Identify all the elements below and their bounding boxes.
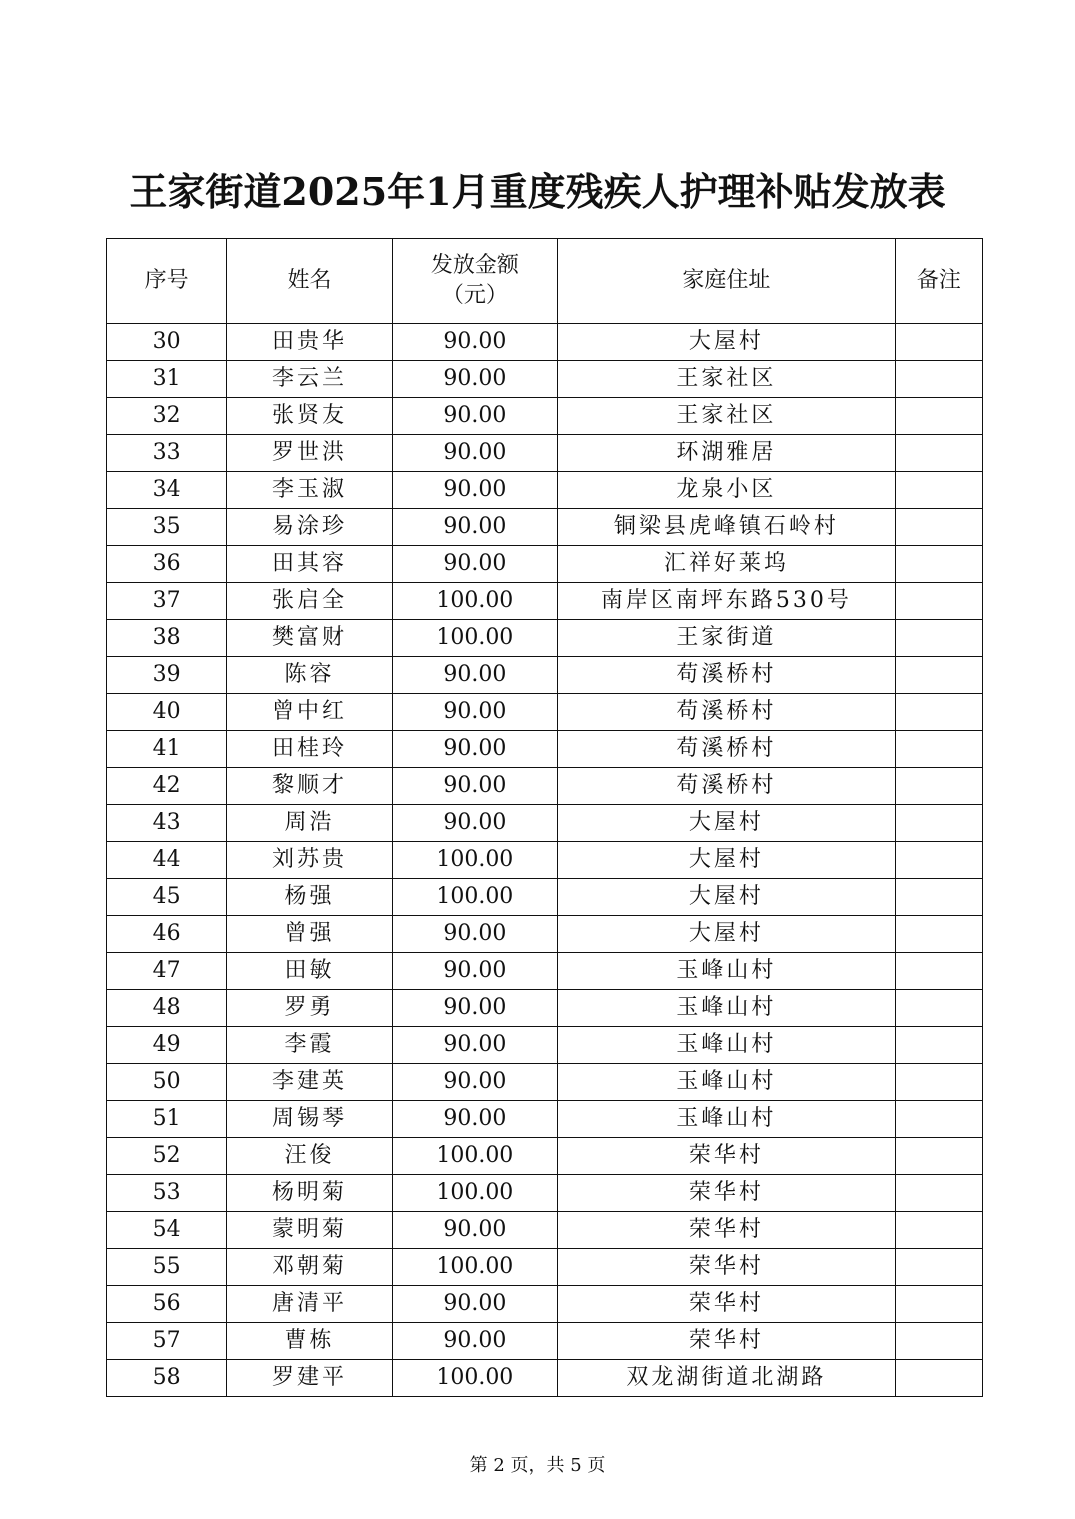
cell-address: 南岸区南坪东路530号	[558, 583, 896, 620]
cell-serial-number: 46	[107, 916, 227, 953]
cell-name: 田敏	[227, 953, 392, 990]
cell-note	[895, 953, 982, 990]
cell-serial-number: 35	[107, 509, 227, 546]
cell-serial-number: 42	[107, 768, 227, 805]
cell-note	[895, 1212, 982, 1249]
cell-serial-number: 32	[107, 398, 227, 435]
cell-address: 苟溪桥村	[558, 731, 896, 768]
cell-name: 曾中红	[227, 694, 392, 731]
header-amount	[392, 239, 557, 324]
cell-serial-number: 58	[107, 1360, 227, 1397]
table-row	[107, 694, 983, 731]
cell-name: 李云兰	[227, 361, 392, 398]
cell-serial-number: 44	[107, 842, 227, 879]
cell-name: 罗勇	[227, 990, 392, 1027]
cell-serial-number: 54	[107, 1212, 227, 1249]
cell-amount: 90.00	[392, 768, 557, 805]
cell-address: 荣华村	[558, 1286, 896, 1323]
cell-note	[895, 842, 982, 879]
cell-amount: 90.00	[392, 1101, 557, 1138]
cell-name: 罗建平	[227, 1360, 392, 1397]
page-footer: 第 2 页，共 5 页	[469, 1455, 606, 1476]
cell-amount: 100.00	[392, 842, 557, 879]
cell-amount: 100.00	[392, 1360, 557, 1397]
cell-address: 苟溪桥村	[558, 694, 896, 731]
cell-name: 周浩	[227, 805, 392, 842]
cell-address: 玉峰山村	[558, 1064, 896, 1101]
cell-address: 大屋村	[558, 805, 896, 842]
table-row	[107, 1286, 983, 1323]
cell-amount: 90.00	[392, 435, 557, 472]
cell-amount: 100.00	[392, 620, 557, 657]
header-serial-number: 序号	[107, 239, 227, 324]
cell-address: 荣华村	[558, 1323, 896, 1360]
cell-name: 刘苏贵	[227, 842, 392, 879]
cell-amount: 100.00	[392, 1138, 557, 1175]
cell-serial-number: 41	[107, 731, 227, 768]
cell-name: 易涂珍	[227, 509, 392, 546]
cell-address: 荣华村	[558, 1175, 896, 1212]
cell-address: 荣华村	[558, 1212, 896, 1249]
cell-note	[895, 1101, 982, 1138]
cell-address: 荣华村	[558, 1138, 896, 1175]
table-row	[107, 583, 983, 620]
table-row	[107, 361, 983, 398]
cell-note	[895, 916, 982, 953]
cell-address: 苟溪桥村	[558, 657, 896, 694]
cell-name: 田桂玲	[227, 731, 392, 768]
cell-note	[895, 1138, 982, 1175]
table-row	[107, 768, 983, 805]
cell-amount: 90.00	[392, 805, 557, 842]
cell-name: 李建英	[227, 1064, 392, 1101]
cell-address: 大屋村	[558, 916, 896, 953]
table-row	[107, 731, 983, 768]
cell-name: 杨强	[227, 879, 392, 916]
cell-name: 田贵华	[227, 324, 392, 361]
cell-address: 玉峰山村	[558, 990, 896, 1027]
cell-note	[895, 435, 982, 472]
document-title: 王家街道2025年1月重度残疾人护理补贴发放表	[129, 169, 946, 214]
cell-note	[895, 324, 982, 361]
table-row	[107, 509, 983, 546]
table-row	[107, 1101, 983, 1138]
cell-address: 荣华村	[558, 1249, 896, 1286]
cell-amount: 90.00	[392, 1064, 557, 1101]
cell-amount: 90.00	[392, 398, 557, 435]
cell-name: 张启全	[227, 583, 392, 620]
cell-amount: 90.00	[392, 694, 557, 731]
table-row	[107, 1175, 983, 1212]
table-row	[107, 842, 983, 879]
table-row	[107, 435, 983, 472]
cell-note	[895, 694, 982, 731]
cell-serial-number: 48	[107, 990, 227, 1027]
table-row	[107, 546, 983, 583]
cell-name: 曾强	[227, 916, 392, 953]
cell-name: 杨明菊	[227, 1175, 392, 1212]
cell-serial-number: 33	[107, 435, 227, 472]
cell-serial-number: 47	[107, 953, 227, 990]
cell-name: 樊富财	[227, 620, 392, 657]
cell-serial-number: 34	[107, 472, 227, 509]
cell-note	[895, 361, 982, 398]
cell-amount: 90.00	[392, 472, 557, 509]
cell-address: 汇祥好莱坞	[558, 546, 896, 583]
cell-amount: 90.00	[392, 1323, 557, 1360]
cell-serial-number: 53	[107, 1175, 227, 1212]
cell-amount: 100.00	[392, 1175, 557, 1212]
cell-name: 周锡琴	[227, 1101, 392, 1138]
cell-amount: 90.00	[392, 731, 557, 768]
table-row	[107, 1138, 983, 1175]
subsidy-table	[106, 238, 983, 1397]
header-note: 备注	[895, 239, 982, 324]
table-row	[107, 916, 983, 953]
cell-address: 龙泉小区	[558, 472, 896, 509]
cell-name: 田其容	[227, 546, 392, 583]
cell-serial-number: 56	[107, 1286, 227, 1323]
cell-name: 陈容	[227, 657, 392, 694]
cell-serial-number: 52	[107, 1138, 227, 1175]
cell-note	[895, 1360, 982, 1397]
table-row	[107, 953, 983, 990]
cell-serial-number: 40	[107, 694, 227, 731]
table-row	[107, 805, 983, 842]
table-row	[107, 472, 983, 509]
cell-amount: 90.00	[392, 1212, 557, 1249]
cell-serial-number: 50	[107, 1064, 227, 1101]
cell-address: 玉峰山村	[558, 1101, 896, 1138]
cell-note	[895, 546, 982, 583]
cell-note	[895, 990, 982, 1027]
table-row	[107, 879, 983, 916]
cell-amount: 90.00	[392, 916, 557, 953]
table-row	[107, 1249, 983, 1286]
cell-name: 李玉淑	[227, 472, 392, 509]
table-row	[107, 398, 983, 435]
cell-serial-number: 36	[107, 546, 227, 583]
cell-note	[895, 472, 982, 509]
cell-name: 邓朝菊	[227, 1249, 392, 1286]
table-row	[107, 990, 983, 1027]
cell-address: 王家社区	[558, 398, 896, 435]
cell-address: 铜梁县虎峰镇石岭村	[558, 509, 896, 546]
cell-address: 玉峰山村	[558, 953, 896, 990]
cell-name: 李霞	[227, 1027, 392, 1064]
cell-amount: 90.00	[392, 1027, 557, 1064]
cell-amount: 100.00	[392, 1249, 557, 1286]
cell-amount: 100.00	[392, 583, 557, 620]
cell-address: 大屋村	[558, 842, 896, 879]
cell-address: 大屋村	[558, 879, 896, 916]
cell-note	[895, 509, 982, 546]
cell-note	[895, 768, 982, 805]
header-name: 姓名	[227, 239, 392, 324]
cell-amount: 90.00	[392, 990, 557, 1027]
cell-amount: 90.00	[392, 657, 557, 694]
table-row	[107, 1212, 983, 1249]
cell-address: 环湖雅居	[558, 435, 896, 472]
cell-note	[895, 879, 982, 916]
cell-address: 大屋村	[558, 324, 896, 361]
cell-serial-number: 57	[107, 1323, 227, 1360]
cell-name: 曹栋	[227, 1323, 392, 1360]
cell-serial-number: 37	[107, 583, 227, 620]
cell-note	[895, 1064, 982, 1101]
cell-address: 王家社区	[558, 361, 896, 398]
table-row	[107, 1064, 983, 1101]
cell-amount: 90.00	[392, 1286, 557, 1323]
table-row	[107, 324, 983, 361]
cell-name: 蒙明菊	[227, 1212, 392, 1249]
cell-note	[895, 1249, 982, 1286]
cell-serial-number: 51	[107, 1101, 227, 1138]
table-header-row	[107, 239, 983, 324]
header-amount-line1: 发放金额	[430, 253, 519, 278]
cell-amount: 90.00	[392, 546, 557, 583]
cell-serial-number: 39	[107, 657, 227, 694]
cell-name: 唐清平	[227, 1286, 392, 1323]
cell-serial-number: 43	[107, 805, 227, 842]
cell-note	[895, 1027, 982, 1064]
cell-serial-number: 55	[107, 1249, 227, 1286]
cell-name: 黎顺才	[227, 768, 392, 805]
cell-address: 王家街道	[558, 620, 896, 657]
table-body	[107, 324, 983, 1397]
cell-amount: 90.00	[392, 361, 557, 398]
cell-serial-number: 49	[107, 1027, 227, 1064]
cell-name: 汪俊	[227, 1138, 392, 1175]
cell-amount: 90.00	[392, 324, 557, 361]
cell-address: 双龙湖街道北湖路	[558, 1360, 896, 1397]
cell-serial-number: 38	[107, 620, 227, 657]
cell-note	[895, 1175, 982, 1212]
cell-amount: 90.00	[392, 509, 557, 546]
cell-note	[895, 805, 982, 842]
cell-amount: 100.00	[392, 879, 557, 916]
header-address: 家庭住址	[558, 239, 896, 324]
cell-note	[895, 1286, 982, 1323]
cell-note	[895, 657, 982, 694]
cell-name: 罗世洪	[227, 435, 392, 472]
table-row	[107, 1027, 983, 1064]
table-row	[107, 657, 983, 694]
cell-note	[895, 583, 982, 620]
cell-address: 玉峰山村	[558, 1027, 896, 1064]
cell-serial-number: 31	[107, 361, 227, 398]
table-row	[107, 1323, 983, 1360]
table-row	[107, 620, 983, 657]
cell-serial-number: 30	[107, 324, 227, 361]
cell-address: 苟溪桥村	[558, 768, 896, 805]
header-amount-line2: （元）	[441, 283, 508, 308]
cell-name: 张贤友	[227, 398, 392, 435]
cell-note	[895, 1323, 982, 1360]
cell-note	[895, 731, 982, 768]
cell-note	[895, 398, 982, 435]
cell-serial-number: 45	[107, 879, 227, 916]
cell-note	[895, 620, 982, 657]
cell-amount: 90.00	[392, 953, 557, 990]
table-row	[107, 1360, 983, 1397]
